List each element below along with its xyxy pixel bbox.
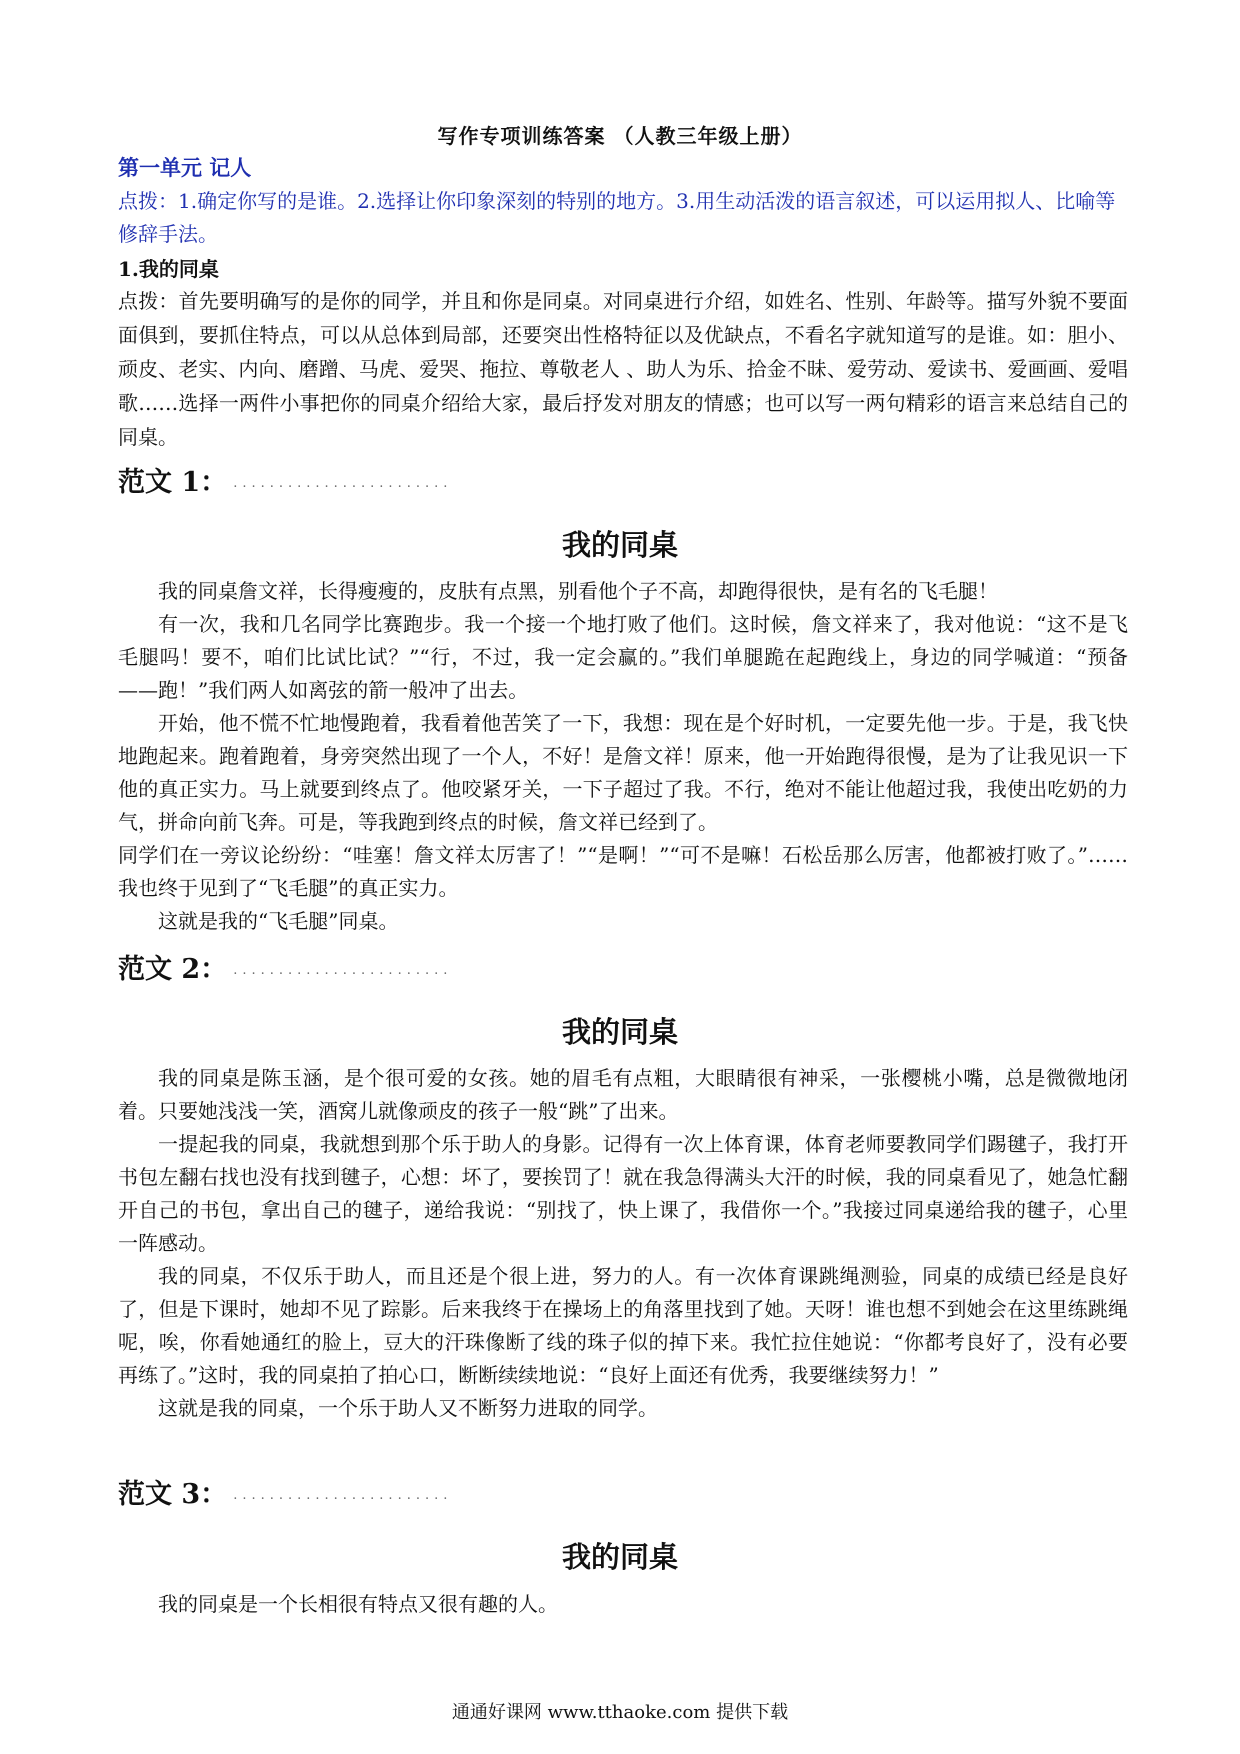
document-title: 写作专项训练答案 （人教三年级上册） [437, 124, 803, 148]
essay-paragraph: 有一次，我和几名同学比赛跑步。我一个接一个地打败了他们。这时候，詹文祥来了，我对他说：“这不是飞毛腿吗！要不，咱们比试比试？”“行，不过，我一定会赢的。”我们单腿跪在起跑线上，身边的同学喊道：“预备——跑！”我们两人如离弦的箭一般冲了出去。 [118, 612, 1128, 702]
essay-label-dots: ........................ [233, 963, 453, 978]
essay-paragraph: 我的同桌詹文祥，长得瘦瘦的，皮肤有点黑，别看他个子不高，却跑得很快，是有名的飞毛腿！ [158, 579, 998, 603]
essay-paragraph: 我的同桌是一个长相很有特点又很有趣的人。 [158, 1592, 558, 1616]
essay-body [118, 1062, 1128, 1425]
essay-label [118, 460, 452, 499]
essay-paragraph: 这就是我的同桌，一个乐于助人又不断努力进取的同学。 [158, 1396, 658, 1420]
essay-title: 我的同桌 [561, 1540, 678, 1574]
essay-paragraph: 我的同桌，不仅乐于助人，而且还是个很上进，努力的人。有一次体育课跳绳测验，同桌的成绩已经是良好了，但是下课时，她却不见了踪影。后来我终于在操场上的角落里找到了她。天呀！谁也想不到她会在这里练跳绳呢，唉，你看她通红的脸上，豆大的汗珠像断了线的珠子似的掉下来。我忙拉住她说：“你都考良好了，没有必要再练了。”这时，我的同桌拍了拍心口，断断续续地说：“良好上面还有优秀，我要继续努力！” [118, 1264, 1128, 1387]
essay-paragraph: 这就是我的“飞毛腿”同桌。 [158, 909, 399, 933]
essay-paragraph: 开始，他不慌不忙地慢跑着，我看着他苦笑了一下，我想：现在是个好时机，一定要先他一步。于是，我飞快地跑起来。跑着跑着，身旁突然出现了一个人，不好！是詹文祥！原来，他一开始跑得很慢，是为了让我见识一下他的真正实力。马上就要到终点了。他咬紧牙关，一下子超过了我。不行，绝对不能让他超过我，我使出吃奶的力气，拼命向前飞奔。可是，等我跑到终点的时候，詹文祥已经到了。 [118, 711, 1128, 834]
essay-label [118, 947, 452, 986]
essay-label-text: 范文 1： [118, 467, 228, 498]
essay-body [118, 575, 1128, 938]
section-tip: 点拨：首先要明确写的是你的同学，并且和你是同桌。对同桌进行介绍，如姓名、性别、年龄等。描写外貌不要面面俱到，要抓住特点，可以从总体到局部，还要突出性格特征以及优缺点，不看名字就知道写的是谁。如：胆小、顽皮、老实、内向、磨蹭、马虎、爱哭、拖拉、尊敬老人 、助人为乐、拾金不昧、爱劳动、爱读书、爱画画、爱唱歌……选择一两件小事把你的同桌介绍给大家，最后抒发对朋友的情感；也可以写一两句精彩的语言来总结自己的同桌。 [118, 289, 1128, 449]
essay-paragraph: 我的同桌是陈玉涵，是个很可爱的女孩。她的眉毛有点粗，大眼睛很有神采，一张樱桃小嘴，总是微微地闭着。只要她浅浅一笑，酒窝儿就像顽皮的孩子一般“跳”了出来。 [118, 1066, 1128, 1123]
section-heading: 1.我的同桌 [118, 257, 219, 281]
page-footer: 通通好课网 www.tthaoke.com 提供下载 [451, 1702, 789, 1723]
unit-heading: 第一单元 记人 [118, 155, 252, 180]
unit-tip: 点拨：1.确定你写的是谁。2.选择让你印象深刻的特别的地方。3.用生动活泼的语言叙述，可以运用拟人、比喻等修辞手法。 [118, 189, 1116, 246]
essay-label-text: 范文 3： [118, 1479, 228, 1510]
essay-paragraph: 同学们在一旁议论纷纷：“哇塞！詹文祥太厉害了！”“是啊！”“可不是嘛！石松岳那么厉害，他都被打败了。”……我也终于见到了“飞毛腿”的真正实力。 [118, 843, 1128, 900]
essay-label-dots: ........................ [233, 476, 453, 491]
essay-label-text: 范文 2： [118, 954, 228, 985]
essay-label [118, 1472, 452, 1511]
essay-label-dots: ........................ [233, 1488, 453, 1503]
essay-title: 我的同桌 [561, 528, 678, 562]
essay-title: 我的同桌 [561, 1015, 678, 1049]
essay-body [118, 1588, 1128, 1621]
essay-paragraph: 一提起我的同桌，我就想到那个乐于助人的身影。记得有一次上体育课，体育老师要教同学们踢毽子，我打开书包左翻右找也没有找到毽子，心想：坏了，要挨罚了！就在我急得满头大汗的时候，我的同桌看见了，她急忙翻开自己的书包，拿出自己的毽子，递给我说：“别找了，快上课了，我借你一个。”我接过同桌递给我的毽子，心里一阵感动。 [118, 1132, 1128, 1255]
